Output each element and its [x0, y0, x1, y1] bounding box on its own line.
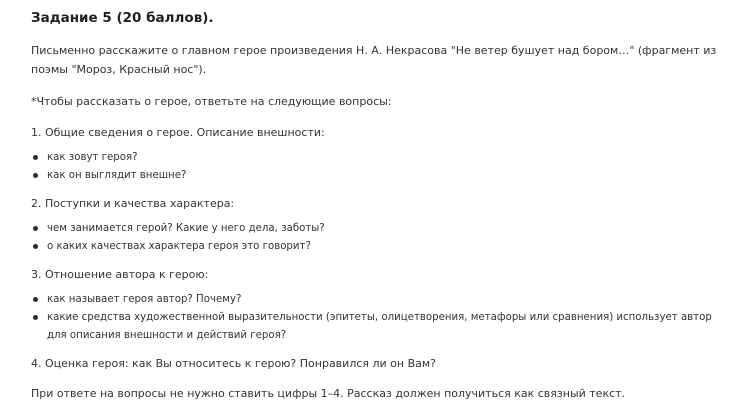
section-3-list	[31, 291, 726, 345]
list-item	[31, 220, 726, 238]
list-item	[31, 309, 726, 345]
task-title: Задание 5 (20 баллов).	[31, 10, 214, 26]
list-item	[31, 238, 726, 256]
section-2-list	[31, 220, 726, 256]
section-2-heading: 2. Поступки и качества характера:	[31, 197, 235, 210]
list-item	[31, 167, 726, 185]
section-1-heading: 1. Общие сведения о герое. Описание внешности:	[31, 126, 325, 139]
task-intro: Письменно расскажите о главном герое произведения Н. А. Некрасова "Не ветер бушует над бором…" (фрагмент из поэмы "Мороз, Красный нос").	[31, 44, 717, 76]
bullet-icon	[33, 173, 38, 178]
bullet-icon	[33, 155, 38, 160]
list-item	[31, 149, 726, 167]
section-3-heading: 3. Отношение автора к герою:	[31, 268, 209, 281]
list-item-text: как он выглядит внешне?	[47, 170, 187, 181]
task-instruction: *Чтобы рассказать о герое, ответьте на следующие вопросы:	[31, 95, 392, 108]
list-item-text: как зовут героя?	[47, 152, 138, 163]
task-footer-note: При ответе на вопросы не нужно ставить цифры 1–4. Рассказ должен получиться как связный текст.	[31, 387, 626, 400]
section-1-list	[31, 149, 726, 185]
section-4-heading: 4. Оценка героя: как Вы относитесь к герою? Понравился ли он Вам?	[31, 357, 437, 370]
list-item-text: как называет героя автор? Почему?	[47, 294, 242, 305]
list-item	[31, 291, 726, 309]
bullet-icon	[33, 226, 38, 231]
bullet-icon	[33, 297, 38, 302]
list-item-text: чем занимается герой? Какие у него дела, заботы?	[47, 223, 325, 234]
bullet-icon	[33, 244, 38, 249]
list-item-text: о каких качествах характера героя это говорит?	[47, 241, 311, 252]
list-item-text: какие средства художественной выразительности (эпитеты, олицетворения, метафоры или сравнения) использует автор для описания внешности и действий героя?	[47, 312, 712, 341]
bullet-icon	[33, 315, 38, 320]
